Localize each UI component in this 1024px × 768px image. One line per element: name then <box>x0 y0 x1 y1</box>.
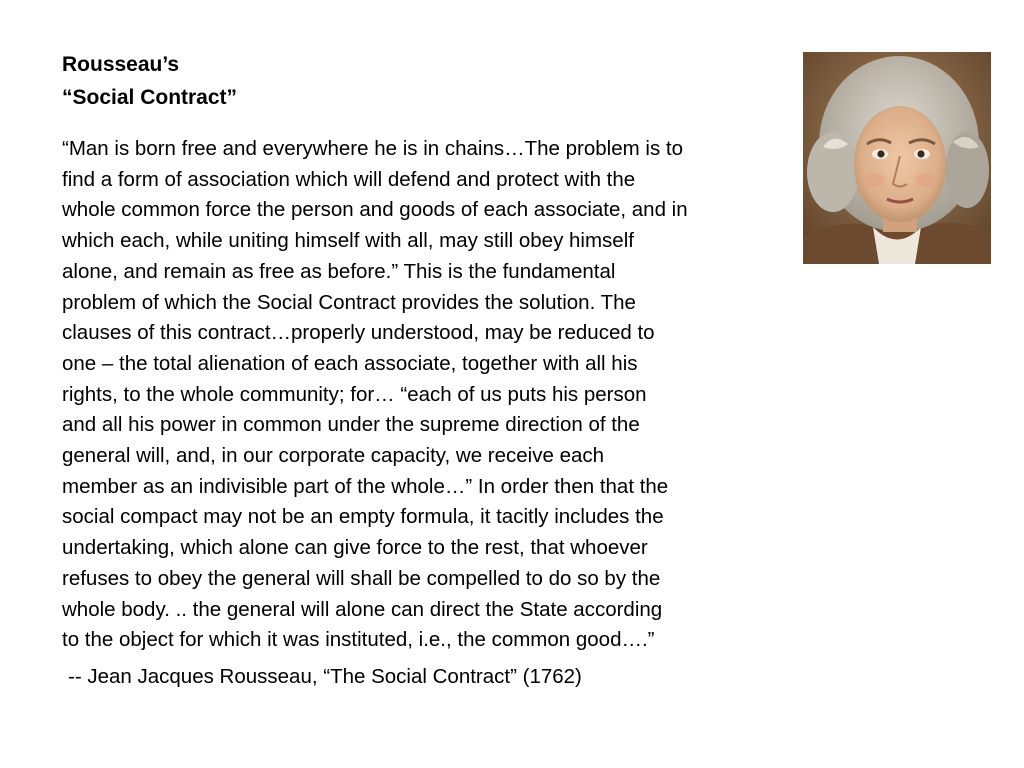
quote-line: one – the total alienation of each associate, together with all his <box>62 351 638 375</box>
quote-line: whole body. .. the general will alone can direct the State according <box>62 597 663 621</box>
quote-line: problem of which the Social Contract provides the solution. The <box>62 290 636 314</box>
quote-line: general will, and, in our corporate capacity, we receive each <box>62 444 605 468</box>
quote-block <box>62 134 782 656</box>
quote-line: rights, to the whole community; for… “each of us puts his person <box>62 382 647 406</box>
title-line: “Social Contract” <box>62 86 238 109</box>
quote-line: find a form of association which will defend and protect with the <box>62 167 636 191</box>
quote-line: “Man is born free and everywhere he is in chains…The problem is to <box>62 137 683 160</box>
quote-line: clauses of this contract…properly understood, may be reduced to <box>62 321 655 345</box>
quote-line: whole common force the person and goods of each associate, and in <box>62 198 688 222</box>
quote-line: social compact may not be an empty formula, it tacitly includes the <box>62 505 664 529</box>
quote-line: undertaking, which alone can give force to the rest, that whoever <box>62 536 648 560</box>
quote-line: to the object for which it was instituted, i.e., the common good….” <box>62 628 655 652</box>
quote-line: alone, and remain as free as before.” This is the fundamental <box>62 259 616 283</box>
quote-attribution: -- Jean Jacques Rousseau, “The Social Contract” (1762) <box>68 665 582 688</box>
quote-line: which each, while uniting himself with all, may still obey himself <box>62 229 634 253</box>
quote-line: refuses to obey the general will shall be compelled to do so by the <box>62 566 661 590</box>
portrait-image <box>803 52 991 264</box>
title-line: Rousseau’s <box>62 53 180 76</box>
quote-line: member as an indivisible part of the whole…” In order then that the <box>62 474 669 498</box>
quote-line: and all his power in common under the supreme direction of the <box>62 413 640 437</box>
slide-title <box>62 48 237 114</box>
